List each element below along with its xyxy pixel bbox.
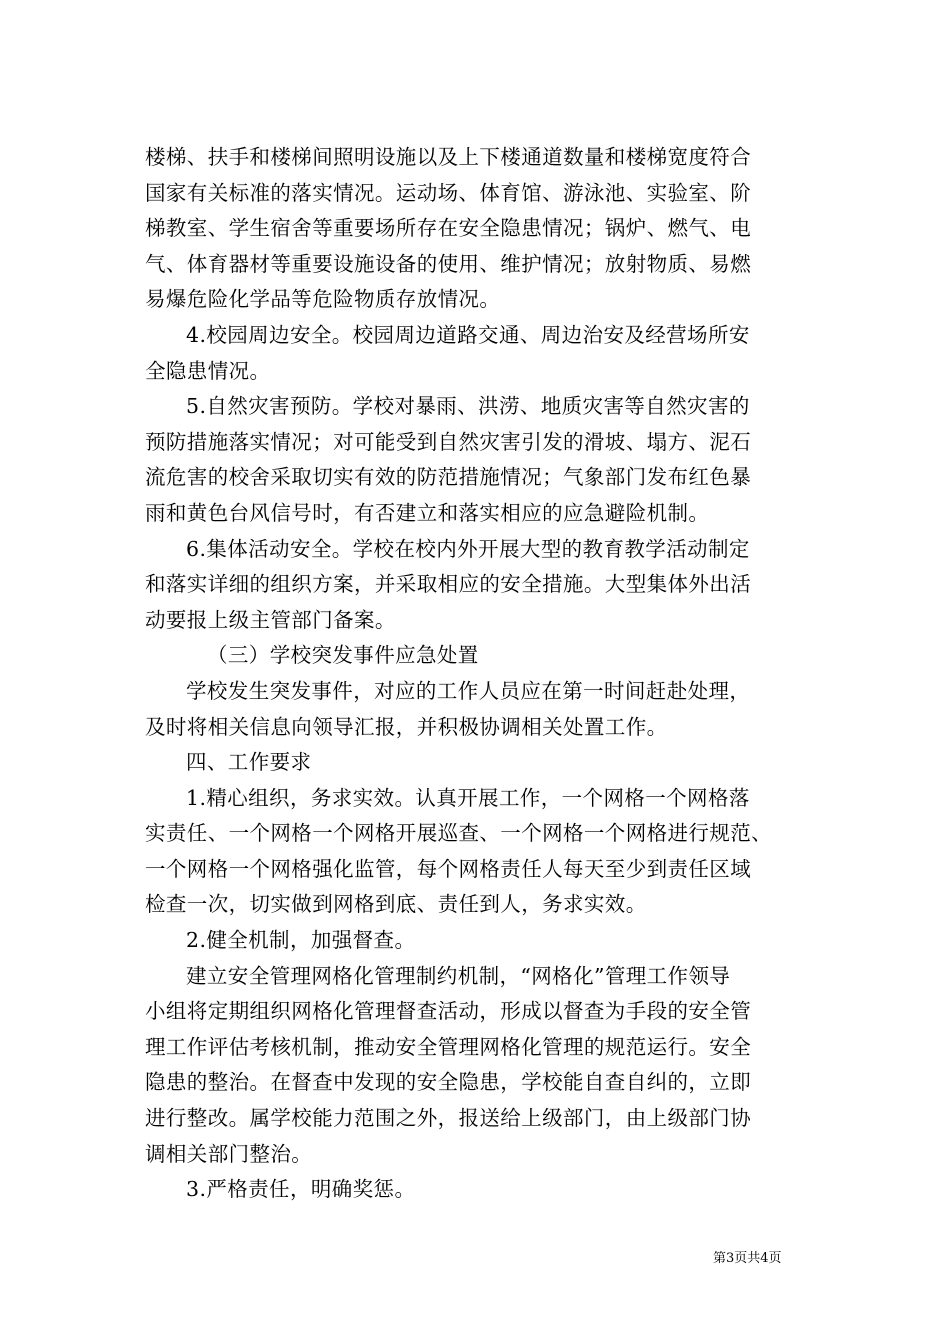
text-line: 动要报上级主管部门备案。	[145, 607, 396, 632]
text-line: 及时将相关信息向领导汇报，并积极协调相关处置工作。	[145, 714, 668, 739]
text-line: 检查一次，切实做到网格到底、责任到人，务求实效。	[145, 892, 647, 917]
text-line: 隐患的整治。在督查中发现的安全隐患，学校能自查自纠的，立即	[145, 1070, 752, 1095]
text-line: 流危害的校舍采取切实有效的防范措施情况；气象部门发布红色暴	[145, 465, 752, 490]
section-heading: （三）学校突发事件应急处置	[207, 643, 479, 668]
text-line: 2.健全机制，加强督查。	[186, 928, 416, 953]
text-line: 易爆危险化学品等危险物质存放情况。	[145, 287, 501, 312]
text-line: 预防措施落实情况；对可能受到自然灾害引发的滑坡、塌方、泥石	[145, 429, 752, 454]
text-line: 建立安全管理网格化管理制约机制，“网格化”管理工作领导	[186, 963, 731, 988]
text-line: 3.严格责任，明确奖惩。	[186, 1177, 416, 1202]
text-line: 5.自然灾害预防。学校对暴雨、洪涝、地质灾害等自然灾害的	[186, 394, 750, 419]
text-line: 进行整改。属学校能力范围之外，报送给上级部门，由上级部门协	[145, 1106, 752, 1131]
page-number-footer: 第3页共4页	[713, 1251, 782, 1266]
text-line: 调相关部门整治。	[145, 1141, 313, 1166]
document-body	[145, 140, 810, 1208]
text-line: 6.集体活动安全。学校在校内外开展大型的教育教学活动制定	[186, 536, 750, 561]
text-line: 实责任、一个网格一个网格开展巡查、一个网格一个网格进行规范、	[145, 821, 772, 846]
text-line: 全隐患情况。	[145, 358, 271, 383]
text-line: 学校发生突发事件，对应的工作人员应在第一时间赶赴处理，	[186, 678, 751, 703]
text-line: 雨和黄色台风信号时，有否建立和落实相应的应急避险机制。	[145, 500, 710, 525]
text-line: 1.精心组织，务求实效。认真开展工作，一个网格一个网格落	[186, 785, 750, 810]
text-line: 4.校园周边安全。校园周边道路交通、周边治安及经营场所安	[186, 322, 750, 347]
text-line: 楼梯、扶手和楼梯间照明设施以及上下楼通道数量和楼梯宽度符合	[145, 145, 752, 169]
text-line: 梯教室、学生宿舍等重要场所存在安全隐患情况；锅炉、燃气、电	[145, 216, 752, 241]
text-line: 国家有关标准的落实情况。运动场、体育馆、游泳池、实验室、阶	[145, 180, 752, 205]
text-line: 和落实详细的组织方案，并采取相应的安全措施。大型集体外出活	[145, 572, 752, 597]
text-line: 气、体育器材等重要设施设备的使用、维护情况；放射物质、易燃	[145, 251, 752, 276]
section-heading: 四、工作要求	[186, 750, 312, 775]
text-line: 理工作评估考核机制，推动安全管理网格化管理的规范运行。安全	[145, 1034, 752, 1059]
text-line: 小组将定期组织网格化管理督查活动，形成以督查为手段的安全管	[145, 999, 752, 1024]
text-line: 一个网格一个网格强化监管，每个网格责任人每天至少到责任区域	[145, 856, 752, 881]
